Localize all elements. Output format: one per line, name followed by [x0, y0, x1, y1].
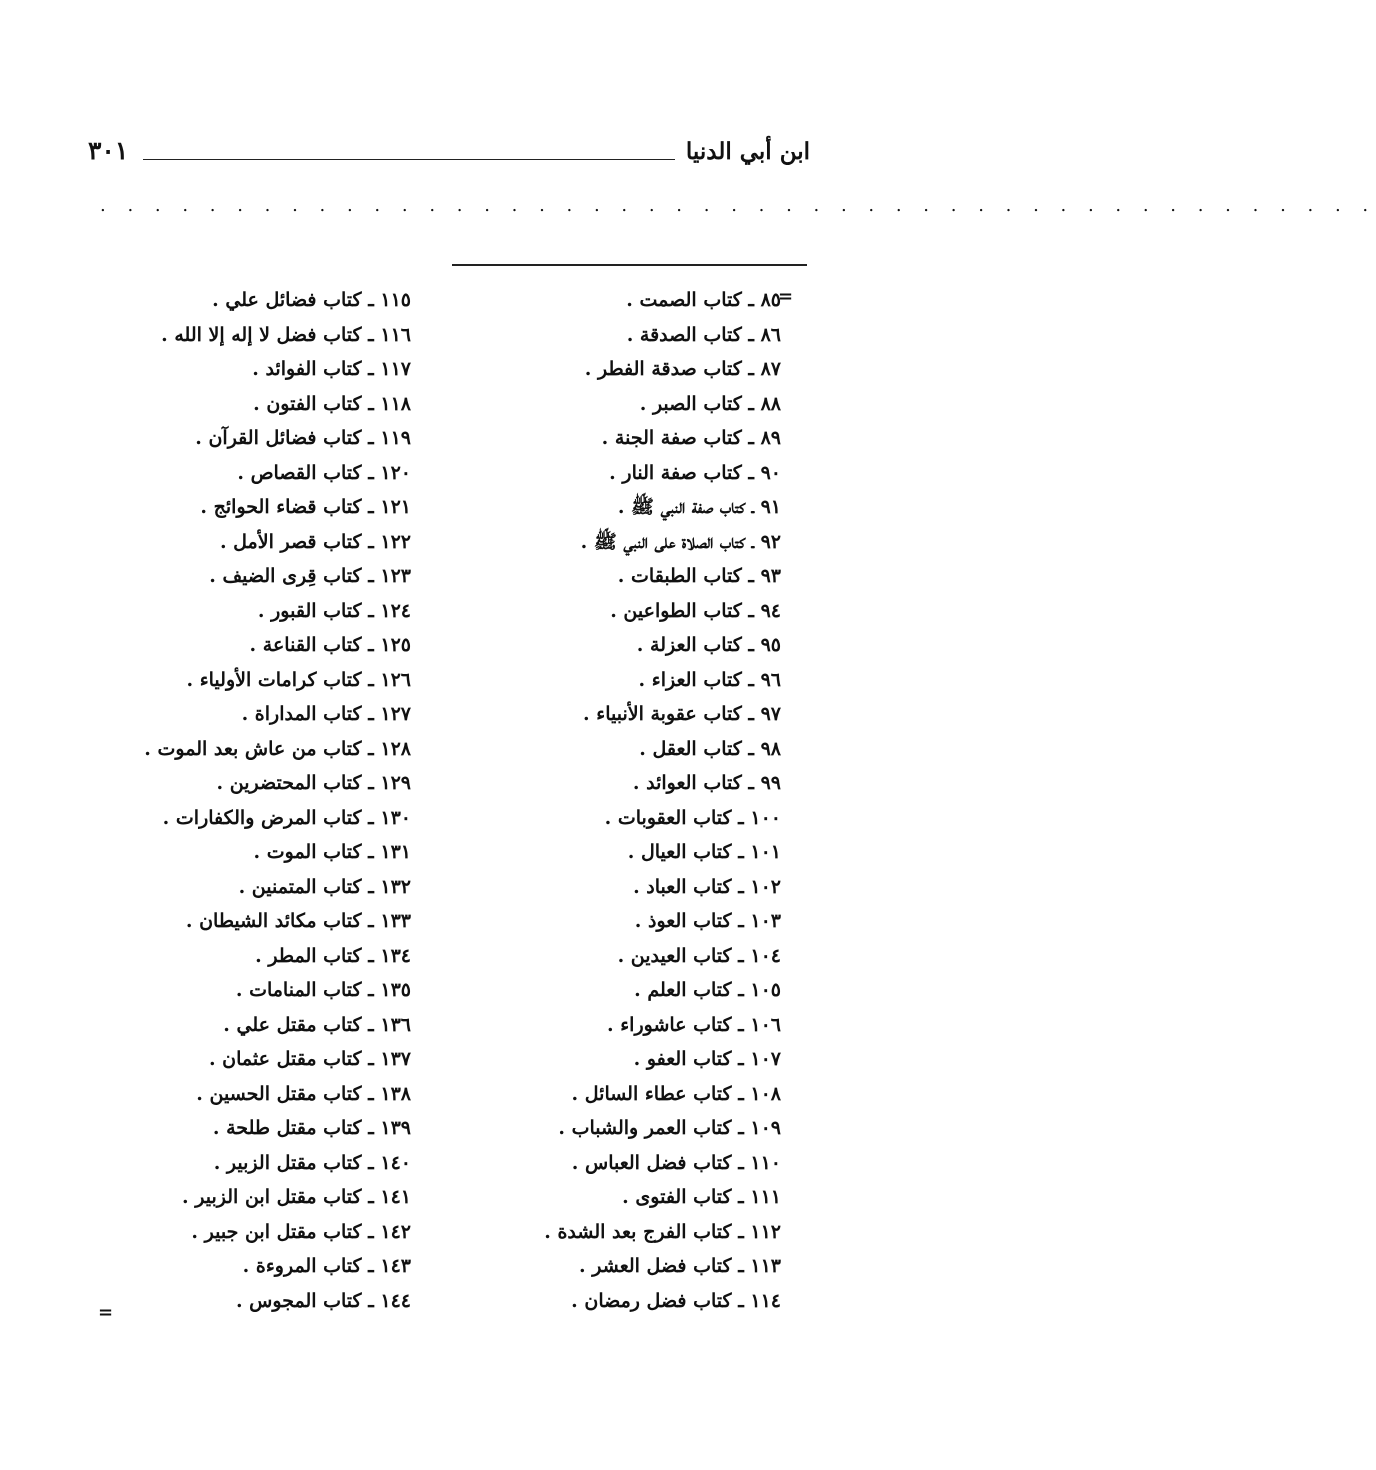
page-number: ٣٠١ — [88, 136, 129, 165]
running-header — [88, 138, 810, 178]
book-entry: ٩٣ ـ كتاب الطبقات . — [617, 565, 781, 587]
book-entry: ١٢٥ ـ كتاب القناعة . — [249, 634, 411, 656]
book-entry: ١٠٧ ـ كتاب العفو . — [633, 1048, 781, 1070]
book-entry: ١١١ ـ كتاب الفتوى . — [622, 1186, 781, 1208]
continuation-mark-bottom: = — [98, 1302, 114, 1323]
book-entry: ١٣٢ ـ كتاب المتمنين . — [238, 875, 411, 898]
book-entry: ١٢٨ ـ كتاب من عاش بعد الموت . — [144, 737, 411, 760]
book-entry: ٩٦ ـ كتاب العزاء . — [638, 668, 781, 691]
right-column-list — [481, 283, 781, 1318]
book-entry: ١١٩ ـ كتاب فضائل القرآن . — [195, 427, 411, 449]
book-entry: ١١٨ ـ كتاب الفتون . — [253, 392, 411, 415]
book-entry: ١١٦ ـ كتاب فضل لا إله إلا الله . — [161, 323, 411, 346]
book-entry: ١٤٣ ـ كتاب المروءة . — [242, 1255, 411, 1277]
book-entry: ١٠٣ ـ كتاب العوذ . — [634, 910, 781, 932]
book-entry: ٩٤ ـ كتاب الطواعين . — [610, 599, 781, 622]
book-entry: ١٣٧ ـ كتاب مقتل عثمان . — [208, 1048, 411, 1070]
book-entry: ١٠٥ ـ كتاب العلم . — [634, 979, 781, 1001]
book-entry: ١٣٣ ـ كتاب مكائد الشيطان . — [185, 910, 411, 932]
book-entry: ٩٥ ـ كتاب العزلة . — [636, 634, 781, 656]
book-entry: ١٣٨ ـ كتاب مقتل الحسين . — [196, 1082, 411, 1105]
book-entry: ٩٧ ـ كتاب عقوبة الأنبياء . — [583, 703, 781, 725]
book-entry: ١٠٠ ـ كتاب العقوبات . — [604, 806, 781, 829]
header-title: ابن أبي الدنيا — [685, 138, 810, 165]
book-entry: ١٢٩ ـ كتاب المحتضرين . — [216, 772, 411, 794]
book-entry: ٩١ ـ كتاب صفة النبي ﷺ . — [617, 496, 781, 518]
book-entry: ١٤٠ ـ كتاب مقتل الزبير . — [213, 1151, 411, 1174]
book-entry: ١١٣ ـ كتاب فضل العشر . — [579, 1255, 781, 1277]
book-entry: ١٠٦ ـ كتاب عاشوراء . — [607, 1013, 781, 1036]
book-entry: ١١٤ ـ كتاب فضل رمضان . — [571, 1289, 781, 1312]
book-entry: ١٢٢ ـ كتاب قصر الأمل . — [219, 530, 411, 553]
dotted-separator: . . . . . . . . . . . . . . . . . . . . . . . . . . . . . . . . . . . . . . . . . . . . . . . — [100, 195, 1376, 216]
book-entry: ٩٩ ـ كتاب العوائد . — [632, 772, 781, 794]
continuation-mark-top: = — [778, 286, 794, 307]
book-entry: ٩٠ ـ كتاب صفة النار . — [609, 461, 781, 484]
column-top-rule — [452, 264, 807, 266]
book-entry: ١٢٣ ـ كتاب قِرى الضيف . — [209, 565, 411, 587]
book-entry: ١٣٦ ـ كتاب مقتل علي . — [223, 1013, 411, 1036]
book-entry: ١٤١ ـ كتاب مقتل ابن الزبير . — [182, 1186, 411, 1208]
book-entry: ١٠٨ ـ كتاب عطاء السائل . — [571, 1082, 781, 1105]
book-entry: ٨٦ ـ كتاب الصدقة . — [626, 323, 781, 346]
book-entry: ٨٥ ـ كتاب الصمت . — [626, 289, 781, 311]
book-entry: ١٠١ ـ كتاب العيال . — [627, 841, 781, 863]
book-entry: ١٤٢ ـ كتاب مقتل ابن جبير . — [191, 1220, 411, 1243]
book-entry: ٨٩ ـ كتاب صفة الجنة . — [601, 427, 781, 449]
book-entry: ١٣٠ ـ كتاب المرض والكفارات . — [162, 806, 411, 829]
book-entry: ١٠٤ ـ كتاب العيدين . — [617, 944, 781, 967]
book-entry: ١٣٥ ـ كتاب المنامات . — [235, 979, 411, 1001]
book-entry: ١١٠ ـ كتاب فضل العباس . — [571, 1151, 781, 1174]
book-entry: ١٣٤ ـ كتاب المطر . — [255, 944, 411, 967]
book-entry: ١٣٩ ـ كتاب مقتل طلحة . — [212, 1117, 411, 1139]
book-entry: ١٢٤ ـ كتاب القبور . — [257, 599, 411, 622]
book-entry: ٨٧ ـ كتاب صدقة الفطر . — [584, 358, 781, 380]
book-entry: ١٣١ ـ كتاب الموت . — [253, 841, 411, 863]
book-entry: ٩٢ ـ كتاب الصلاة على النبي ﷺ . — [580, 530, 781, 553]
book-entry: ١٢٦ ـ كتاب كرامات الأولياء . — [186, 668, 411, 691]
left-column-list — [111, 283, 411, 1318]
book-entry: ١٢٧ ـ كتاب المداراة . — [241, 703, 411, 725]
book-entry: ١١٥ ـ كتاب فضائل علي . — [212, 289, 411, 311]
book-entry: ١٠٢ ـ كتاب العباد . — [633, 875, 781, 898]
book-entry: ١٢١ ـ كتاب قضاء الحوائج . — [200, 496, 411, 518]
book-entry: ١٢٠ ـ كتاب القصاص . — [237, 461, 411, 484]
book-entry: ١١٧ ـ كتاب الفوائد . — [252, 358, 411, 380]
book-entry: ١١٢ ـ كتاب الفرج بعد الشدة . — [544, 1220, 781, 1243]
book-entry: ٩٨ ـ كتاب العقل . — [639, 737, 781, 760]
book-entry: ٨٨ ـ كتاب الصبر . — [639, 392, 781, 415]
book-entry: ١٤٤ ـ كتاب المجوس . — [235, 1289, 411, 1312]
book-entry: ١٠٩ ـ كتاب العمر والشباب . — [558, 1117, 781, 1139]
header-rule — [143, 159, 675, 160]
